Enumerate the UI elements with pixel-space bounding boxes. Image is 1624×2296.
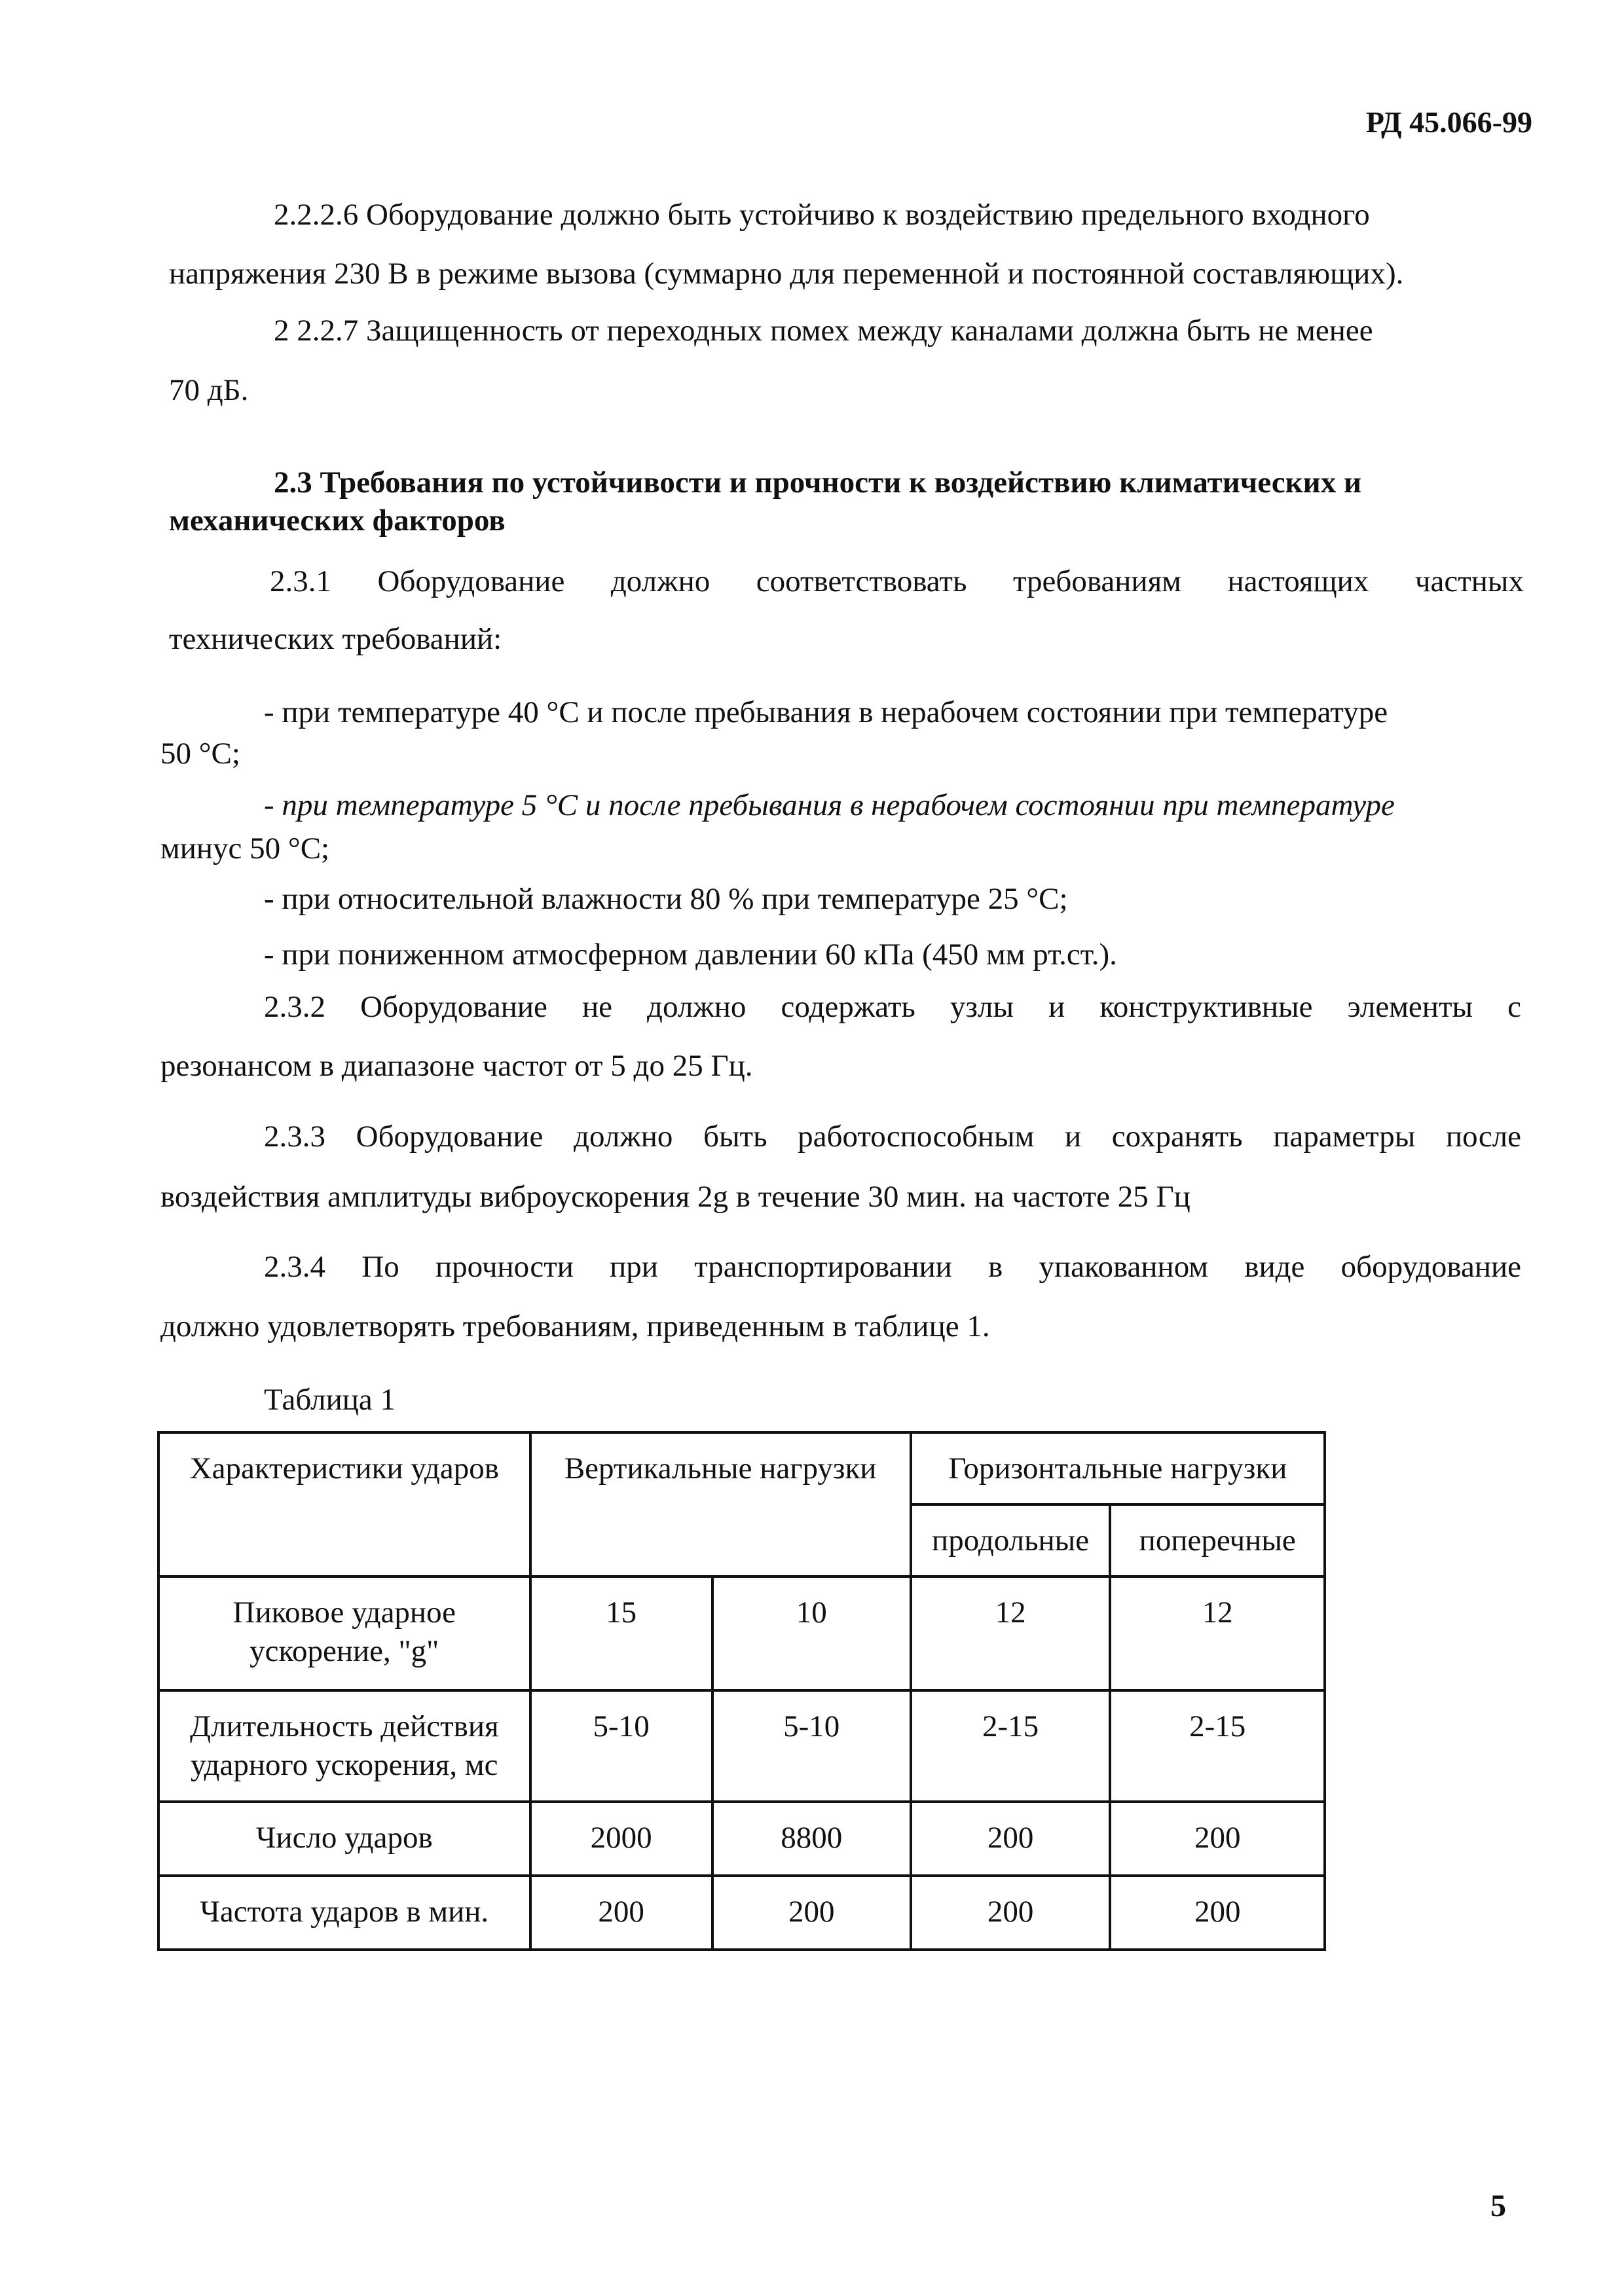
bullet-40c-line1: - при температуре 40 °С и после пребывания в нерабочем состоянии при температуре [264, 695, 1388, 729]
paragraph-2-3-2-line2: резонансом в диапазоне частот от 5 до 25 Гц. [160, 1049, 753, 1083]
cell-value: 200 [1110, 1802, 1325, 1876]
page-number: 5 [1490, 2189, 1506, 2223]
paragraph-2-3-3-line1: 2.3.3 Оборудование должно быть работоспособным и сохранять параметры после [264, 1120, 1521, 1154]
paragraph-2-2-2-6-line2: напряжения 230 В в режиме вызова (суммарно для переменной и постоянной составляющих). [169, 257, 1404, 291]
header-horizontal: Горизонтальные нагрузки [911, 1432, 1325, 1504]
section-2-3-title-line2: механических факторов [169, 503, 506, 538]
cell-value: 12 [1110, 1576, 1325, 1690]
paragraph-2-3-2-line1: 2.3.2 Оборудование не должно содержать узлы и конструктивные элементы с [264, 990, 1521, 1024]
paragraph-2-3-1-line2: технических требований: [169, 622, 502, 656]
paragraph-2-2-2-7-line1: 2 2.2.7 Защищенность от переходных помех между каналами должна быть не менее [274, 314, 1373, 348]
document-code: РД 45.066-99 [1365, 105, 1532, 139]
row-label: Частота ударов в мин. [158, 1876, 530, 1950]
cell-value: 200 [530, 1876, 712, 1950]
cell-value: 5-10 [530, 1690, 712, 1802]
cell-value: 200 [911, 1876, 1111, 1950]
bullet-pressure: - при пониженном атмосферном давлении 60 кПа (450 мм рт.ст.). [264, 938, 1117, 972]
bullet-5c-line2: минус 50 °С; [160, 831, 330, 866]
bullet-humidity: - при относительной влажности 80 % при температуре 25 °С; [264, 882, 1068, 916]
row-label: Число ударов [158, 1802, 530, 1876]
cell-value: 12 [911, 1576, 1111, 1690]
paragraph-2-3-4-line2: должно удовлетворять требованиям, приведенным в таблице 1. [160, 1309, 990, 1343]
cell-value: 200 [911, 1802, 1111, 1876]
table-row [158, 1576, 1325, 1690]
table-caption: Таблица 1 [264, 1383, 396, 1417]
header-vertical: Вертикальные нагрузки [530, 1432, 911, 1576]
cell-value: 5-10 [712, 1690, 911, 1802]
header-longitudinal: продольные [911, 1504, 1111, 1576]
bullet-40c-line2: 50 °С; [160, 737, 240, 771]
paragraph-2-3-1-line1: 2.3.1 Оборудование должно соответствовать требованиям настоящих частных [270, 564, 1524, 598]
cell-value: 2-15 [911, 1690, 1111, 1802]
paragraph-2-2-2-6-line1: 2.2.2.6 Оборудование должно быть устойчиво к воздействию предельного входного [274, 198, 1370, 232]
paragraph-2-2-2-7-line2: 70 дБ. [169, 373, 249, 407]
paragraph-2-3-3-line2: воздействия амплитуды виброускорения 2g в течение 30 мин. на частоте 25 Гц [160, 1180, 1190, 1214]
cell-value: 200 [1110, 1876, 1325, 1950]
paragraph-2-3-4-line1: 2.3.4 По прочности при транспортировании в упакованном виде оборудование [264, 1250, 1521, 1284]
section-2-3-title-line1: 2.3 Требования по устойчивости и прочности к воздействию климатических и [274, 465, 1362, 500]
table-row [158, 1802, 1325, 1876]
table-row [158, 1690, 1325, 1802]
bullet-5c-line1: - при температуре 5 °С и после пребывания в нерабочем состоянии при температуре [264, 788, 1395, 822]
row-label: Длительность действия ударного ускорения, мс [158, 1690, 530, 1802]
header-characteristics: Характеристики ударов [158, 1432, 530, 1576]
shock-table [157, 1431, 1326, 1951]
header-transverse: поперечные [1110, 1504, 1325, 1576]
cell-value: 2000 [530, 1802, 712, 1876]
cell-value: 2-15 [1110, 1690, 1325, 1802]
cell-value: 200 [712, 1876, 911, 1950]
row-label: Пиковое ударное ускорение, "g" [158, 1576, 530, 1690]
table-row [158, 1876, 1325, 1950]
cell-value: 8800 [712, 1802, 911, 1876]
cell-value: 15 [530, 1576, 712, 1690]
cell-value: 10 [712, 1576, 911, 1690]
